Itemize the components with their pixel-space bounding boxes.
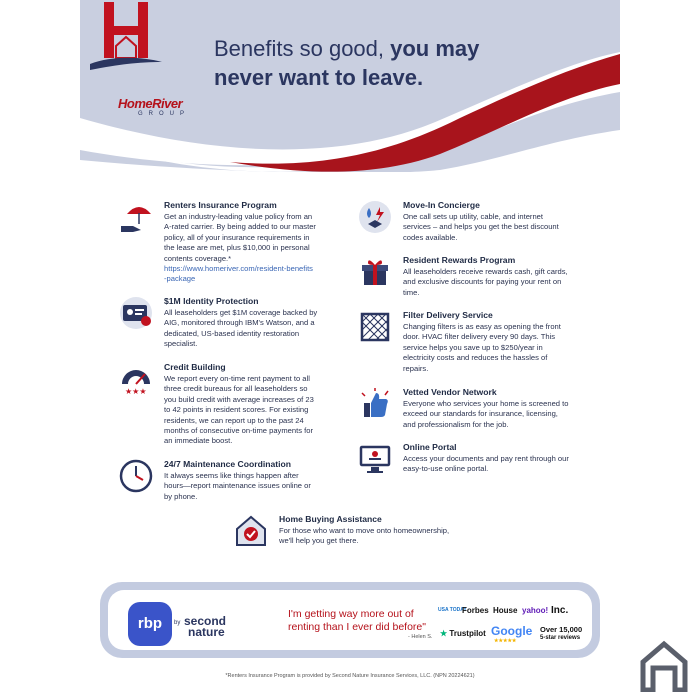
house-outline-icon xyxy=(639,640,689,692)
air-filter-icon xyxy=(358,310,392,344)
footnote: *Renters Insurance Program is provided by Second Nature Insurance Services, LLC. (NPN 20224621) xyxy=(225,673,475,679)
benefit-title: Filter Delivery Service xyxy=(403,310,493,320)
credit-gauge-icon xyxy=(119,362,153,396)
benefit-description: All leaseholders receive rewards cash, gift cards, and exclusive discounts for paying your rent on time. xyxy=(403,267,568,297)
benefit-title: Online Portal xyxy=(403,442,457,452)
benefit-title: Credit Building xyxy=(164,362,226,372)
benefit-description: Access your documents and pay rent through our easy-to-use online portal. xyxy=(403,454,569,474)
logo-subtext: GROUP xyxy=(138,111,191,117)
second-nature-banner xyxy=(100,582,600,658)
headline-bold-2: never want to leave. xyxy=(214,65,424,90)
benefit-description: Get an industry-leading value policy from an A-rated carrier. By being added to our master policy, all of your insurance requirements in the lease are met, plus $10,000 in personal contents coverage.* xyxy=(164,212,316,263)
benefit-credit-building xyxy=(119,362,339,452)
benefit-filter-delivery xyxy=(358,310,598,380)
svg-text:★★★: ★★★ xyxy=(125,387,147,396)
resident-benefits-link[interactable]: https://www.homeriver.com/resident-benefits -package xyxy=(164,264,313,284)
gift-icon xyxy=(358,255,392,289)
clock-icon xyxy=(119,459,153,493)
umbrella-hand-icon xyxy=(119,200,153,234)
page-headline xyxy=(214,34,594,92)
headline-bold-1: you may xyxy=(390,36,480,61)
benefit-title: 24/7 Maintenance Coordination xyxy=(164,459,292,469)
forbes-logo: Forbes xyxy=(462,606,489,615)
benefit-title: Move-In Concierge xyxy=(403,200,480,210)
banner-card xyxy=(108,590,592,650)
benefit-identity-protection xyxy=(119,296,339,356)
benefit-description: One call sets up utility, cable, and internet services – and helps you get the best discount codes available. xyxy=(403,212,559,242)
testimonial-quote: I'm getting way more out of renting than I ever did before" xyxy=(288,608,426,633)
benefit-maintenance xyxy=(119,459,339,509)
google-stars: ★★★★★ xyxy=(494,638,517,644)
benefit-title: $1M Identity Protection xyxy=(164,296,259,306)
review-count: Over 15,000 5-star reviews xyxy=(540,625,583,641)
benefit-title: Resident Rewards Program xyxy=(403,255,516,265)
benefit-title: Home Buying Assistance xyxy=(279,514,382,524)
house-check-icon xyxy=(234,514,268,548)
headline-regular: Benefits so good, xyxy=(214,36,391,61)
usa-today-logo: USA TODAY xyxy=(438,607,467,613)
logo-wordmark: HomeRiver xyxy=(118,96,183,111)
inc-logo: Inc. xyxy=(551,605,569,616)
testimonial-author: - Helen S. xyxy=(408,634,433,640)
utilities-icon xyxy=(358,200,392,234)
google-logo: Google xyxy=(491,624,533,638)
benefit-title: Vetted Vendor Network xyxy=(403,387,497,397)
benefit-description: For those who want to move onto homeownership, we'll help you get there. xyxy=(279,526,450,546)
benefit-title: Renters Insurance Program xyxy=(164,200,277,210)
benefit-online-portal xyxy=(358,442,598,482)
rbp-by-label: by xyxy=(174,620,181,626)
benefit-description: It always seems like things happen after hours—report maintenance issues online or by phone. xyxy=(164,471,311,501)
trustpilot-logo: ★ Trustpilot xyxy=(440,629,486,638)
thumbs-up-icon xyxy=(358,387,392,421)
benefit-description: All leaseholders get $1M coverage backed by AIG, monitored through IBM's Watson, and a dedicated, US-based identity restoration specialist. xyxy=(164,308,318,349)
benefit-description: Changing filters is as easy as opening the front door. HVAC filter delivery every 90 days. This service helps you save up to $250/year in electricity costs and reduces the hassles of repairs. xyxy=(403,322,561,373)
second-nature-logo: second nature xyxy=(184,614,227,639)
rbp-badge: rbp xyxy=(128,602,172,646)
benefit-vendor-network xyxy=(358,387,598,437)
benefit-move-in-concierge xyxy=(358,200,598,250)
homeriver-logo-icon xyxy=(80,0,170,86)
benefit-description: We report every on-time rent payment to all three credit bureaus for all leaseholders so you build credit with average increases of 23 to 42 points in resident scores. For existing residents, we can report up to the past 24 months of consecutive on-time payments for an immediate boost. xyxy=(164,374,314,446)
house-logo: House xyxy=(493,606,518,615)
header-hero xyxy=(80,0,620,172)
benefit-description: Everyone who services your home is screened to exceed our standards for insurance, licensing, and professionalism for the job. xyxy=(403,399,569,429)
benefit-home-buying xyxy=(234,514,494,554)
id-card-icon xyxy=(119,296,153,330)
benefit-rewards xyxy=(358,255,598,305)
yahoo-logo: yahoo! xyxy=(522,606,549,615)
benefit-renters-insurance xyxy=(119,200,339,290)
computer-icon xyxy=(358,442,392,476)
